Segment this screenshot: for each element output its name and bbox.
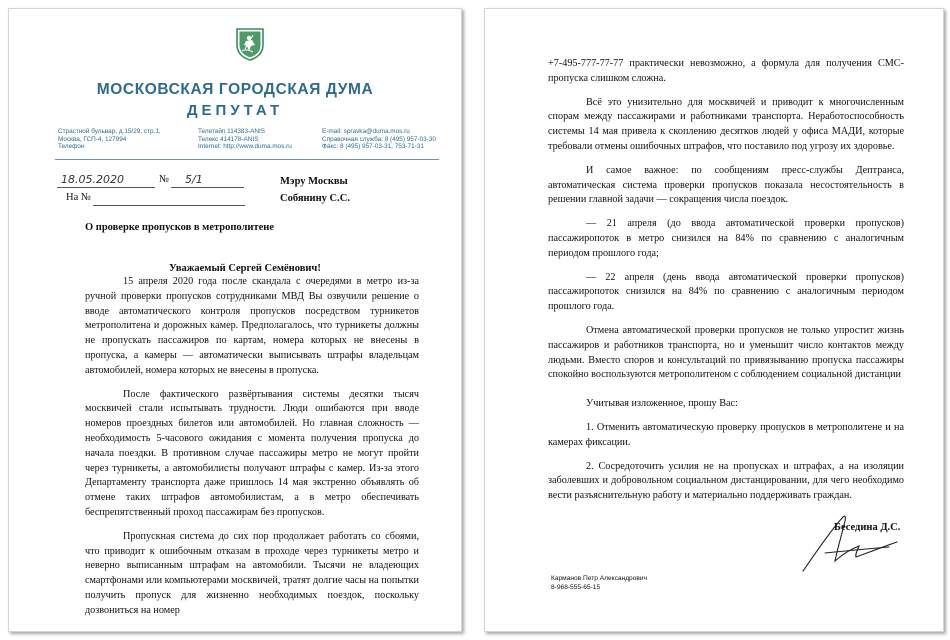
- reference-underline: [93, 205, 245, 206]
- letter-subject: О проверке пропусков в метрополитене: [85, 222, 274, 233]
- executor-info: [551, 574, 647, 592]
- address-line: Страстной бульвар, д.15/29, стр.1,: [58, 128, 161, 135]
- date-underline: [57, 187, 155, 188]
- reference-label: На №: [66, 192, 91, 203]
- letter-page-2: [484, 8, 944, 632]
- address-line: Москва, ГСП-4, 127994: [58, 135, 127, 143]
- salutation: Уважаемый Сергей Семёнович!: [169, 263, 321, 274]
- address-line: Телефон: [58, 143, 85, 151]
- registration-date: 18.05.2020: [61, 173, 124, 186]
- letter-body-page-1: [85, 275, 419, 628]
- body-paragraph: Всё это унизительно для москвичей и приводит к многочисленным спорам между пассажирами и работниками транспорта. Неработоспособность системы 14 мая привела к скоплению десятков людей у офиса МАДИ, которые требовали отмены ошибочных штрафов, что поставило под угрозу их здоровье.: [548, 96, 904, 152]
- addressee-line: Собянину С.С.: [280, 193, 350, 204]
- request-item: 1. Отменить автоматическую проверку пропусков в метрополитене и на камерах фиксации.: [548, 421, 904, 448]
- body-paragraph: Отмена автоматической проверки пропусков не только упростит жизнь пассажиров и работников транспорта, но и уменьшит число контактов между людьми. Вместо споров и консультаций по привязыванию пропуска пассажиры спокойно воспользуются метрополитеном с соблюдением социальной дистанции: [548, 324, 904, 381]
- contact-line: Справочная служба: 8 (495) 957-03-30: [322, 135, 436, 143]
- body-paragraph: И самое важное: по сообщениям пресс-службы Дептранса, автоматическая система проверки пропусков показала несостоятельность в решении главной задачи — сокращения числа поездок.: [548, 164, 904, 206]
- org-name: МОСКОВСКАЯ ГОРОДСКАЯ ДУМА: [96, 81, 374, 98]
- letterhead-contacts: [322, 128, 436, 151]
- body-paragraph: После фактического развёртывания системы десятки тысяч москвичей стали испытывать трудности. Люди ошибаются при вводе номеров проездных билетов или автомобилей. Но главная сложность — необходимость 5-часового ожидания с момента получения пропуска до начала поездки. В противном случае пассажиры метро не могут пройти через турникеты, а автомобилисты получают штрафы с камер. Из-за этого Департаменту транспорта даже пришлось 14 мая экстренно объявлять об отмене таких штрафов автомобилистам, а в метро обеспечивать беспрепятственный проход пассажирам без пропусков.: [85, 388, 419, 518]
- letterhead-address: [58, 128, 161, 151]
- number-label: №: [159, 174, 170, 185]
- deputy-title: ДЕПУТАТ: [186, 102, 284, 119]
- addressee-line: Мэру Москвы: [280, 176, 348, 187]
- body-paragraph: Пропускная система до сих пор продолжает работать со сбоями, что приводит к ошибочным отказам в проходе через турникеты метро и неверно выписанным штрафам на автомобили. Тысячи не владеющих смартфонами или компьютерами москвичей, тратят долгие часы на попытки получить пропуск для жизненно необходимых поездок, поскольку дозвониться на номер: [85, 530, 419, 616]
- telex-line: Телетайп 114383-ANIS: [198, 128, 266, 135]
- body-paragraph: +7-495-777-77-77 практически невозможно, а формула для получения СМС-пропуска слишком сложна.: [548, 58, 904, 84]
- letterhead-telex: [198, 128, 292, 151]
- letter-body-page-2: [548, 57, 904, 513]
- telex-line: Internet: http://www.duma.mos.ru: [198, 143, 292, 151]
- contact-line: Факс: 8 (495) 957-03-31, 753-71-31: [322, 143, 424, 151]
- signatory-name: Беседина Д.С.: [834, 522, 901, 533]
- body-paragraph: — 21 апреля (до ввода автоматической проверки пропусков) пассажиропоток в метро снизился на 84% по сравнению с аналогичным периодом прошлого года;: [548, 218, 904, 259]
- letter-page-1: [8, 8, 462, 632]
- letterhead-divider: [55, 159, 439, 160]
- number-underline: [171, 187, 244, 188]
- request-item: 2. Сосредоточить усилия не на пропусках и штрафах, а на изоляции заболевших и добровольном социальном дистанцировании, для чего необходимо вести разъяснительную работу и материально поддерживать граждан.: [548, 460, 904, 502]
- executor-phone: 8-968-555-65-15: [551, 584, 601, 591]
- moscow-coat-of-arms-icon: [235, 27, 265, 61]
- request-intro: Учитывая изложенное, прошу Вас:: [586, 398, 738, 410]
- body-paragraph: 15 апреля 2020 года после скандала с очередями в метро из-за ручной проверки пропусков сотрудниками МВД Вы озвучили решение о вводе автоматического контроля пропусков посредством турникетов метрополитена и дорожных камер. Предполагалось, что турникеты должны не пропускать пассажиров по картам, номера которых не внесены в пропуска, а камеры — автоматически выписывать штрафы владельцам автомобилей, номера которых не внесены в пропуска.: [85, 276, 419, 376]
- telex-line: Телекс 414178-ANIS: [198, 135, 259, 143]
- registration-number: 5/1: [185, 173, 203, 186]
- body-paragraph: — 22 апреля (день ввода автоматической проверки пропусков) пассажиропоток снизился на 84% по сравнению с аналогичным периодом прошлого года.: [548, 271, 904, 313]
- contact-line: E-mail: spravka@duma.mos.ru: [322, 128, 410, 135]
- handwritten-signature: [785, 509, 905, 579]
- executor-name: Карманов Петр Александрович: [551, 575, 648, 582]
